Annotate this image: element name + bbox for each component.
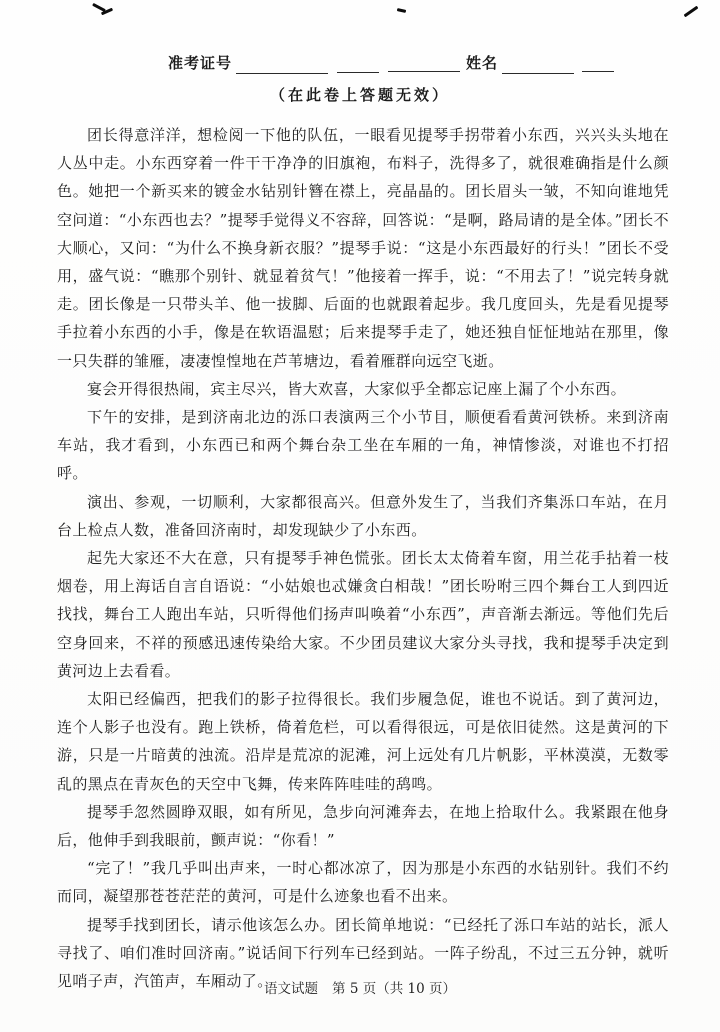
- passage-paragraph: 宴会开得很热闹，宾主尽兴，皆大欢喜，大家似乎全都忘记座上漏了个小东西。: [87, 379, 627, 398]
- exam-number-blank-line: [388, 56, 460, 72]
- name-label: 姓名: [466, 54, 499, 72]
- passage-paragraph: 团长得意洋洋，想检阅一下他的队伍，一眼看见提琴手拐带着小东西，兴兴头头地在人丛中走。小东西穿着一件干干净净的旧旗袍，布料子，洗得多了，就很难确指是什么颜色。她把一个新买来的镀金水钻别针簪在襟上，亮晶晶的。团长眉头一皱，不知向谁地凭空问道：“小东西也去？”提琴手觉得义不容辞，回答说：“是啊，路局请的是全体。”团长不大顺心，又问：“为什么不换身新衣服？”提琴手说：“这是小东西最好的行头！”团长不受用，盛气说：“瞧那个别针、就显着贫气！”他接着一挥手，说：“不用去了！”说完转身就走。团长像是一只带头羊、他一拔脚、后面的也就跟着起步。我几度回头，先是看见提琴手拉着小东西的小手，像是在软语温慰；后来提琴手走了，她还独自怔怔地站在那里，像一只失群的雏雁，凄凄惶惶地在芦苇塘边，看着雁群向远空飞逝。: [57, 126, 669, 370]
- page-footer: [0, 977, 720, 997]
- passage-paragraph: 太阳已经偏西，把我们的影子拉得很长。我们步履急促，谁也不说话。到了黄河边，连个人影子也没有。跑上铁桥，倚着危栏，可以看得很远，可是依旧徒然。这是黄河的下游，只是一片暗黄的浊流。沿岸是荒凉的泥滩，河上远处有几片帆影，平林漠漠，无数零乱的黑点在青灰色的天空中飞舞，传来阵阵哇哇的鸹鸣。: [57, 690, 669, 793]
- passage-paragraph: 下午的安排，是到济南北边的泺口表演两三个小节目，顺便看看黄河铁桥。来到济南车站，我才看到，小东西已和两个舞台杂工坐在车厢的一角，神情惨淡，对谁也不打招呼。: [57, 408, 669, 483]
- name-blank-line: [582, 56, 614, 72]
- passage-paragraph: 起先大家还不大在意，只有提琴手神色慌张。团长太太倚着车窗，用兰花手拈着一枝烟卷，用上海话自言自语说：“小姑娘也忒嫌贪白相哉！”团长吩咐三四个舞台工人到四近找找，舞台工人跑出车站，只听得他们扬声叫唤着“小东西”，声音渐去渐远。等他们先后空身回来，不祥的预感迅速传染给大家。不少团员建议大家分头寻找，我和提琴手决定到黄河边上去看看。: [57, 549, 669, 680]
- reading-passage: [57, 121, 669, 995]
- footer-subject: 语文试题: [264, 981, 319, 997]
- passage-paragraph: 演出、参观，一切顺利，大家都很高兴。但意外发生了，当我们齐集泺口车站，在月台上检点人数，准备回济南时，却发现缺少了小东西。: [57, 492, 669, 539]
- passage-paragraph: 提琴手找到团长，请示他该怎么办。团长简单地说：“已经托了泺口车站的站长，派人寻找了、咱们准时回济南。”说话间下行列车已经到站。一阵子纷乱，不过三五分钟，就听见哨子声，汽笛声，车厢动了。: [57, 915, 669, 991]
- footer-page-number: 第 5 页（共 10 页）: [332, 981, 456, 997]
- passage-paragraph: 提琴手忽然圆睁双眼，如有所见，急步向河滩奔去，在地上拾取什么。我紧跟在他身后，他伸手到我眼前，颤声说：“你看！”: [57, 802, 669, 850]
- candidate-info-header: [168, 52, 630, 74]
- passage-paragraph: “完了！”我几乎叫出声来，一时心都冰凉了，因为那是小东西的水钻别针。我们不约而同，凝望那苍苍茫茫的黄河，可是什么迹象也看不出来。: [57, 859, 669, 906]
- exam-number-blank-line: [337, 57, 379, 73]
- exam-number-blank-line: [236, 58, 328, 74]
- scan-artifact: [397, 8, 406, 13]
- name-blank-line: [502, 58, 574, 74]
- scan-artifact: [684, 6, 699, 18]
- invalid-answer-notice: （在此卷上答题无效）: [269, 86, 450, 104]
- exam-number-label: 准考证号: [168, 54, 233, 72]
